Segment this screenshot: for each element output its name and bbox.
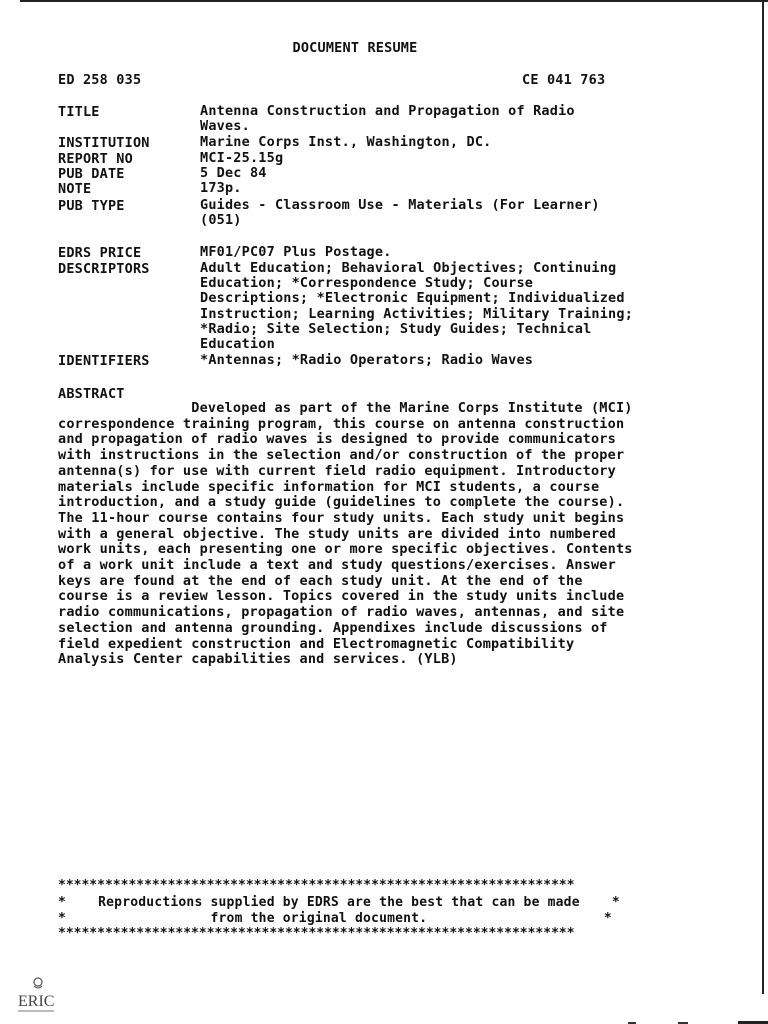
footer-notice-line-1: * Reproductions supplied by EDRS are the best that can be made * — [58, 895, 620, 910]
footer-notice-line-2: * from the original document. * — [58, 911, 612, 926]
document-title: DOCUMENT RESUME — [292, 40, 418, 56]
field-value-edrs-price: MF01/PC07 Plus Postage. — [200, 244, 392, 260]
eric-logo-text: ERIC — [18, 993, 55, 1010]
bottom-edge-marks — [628, 1020, 768, 1024]
field-label-report-no: REPORT NO — [58, 151, 133, 167]
field-label-edrs-price: EDRS PRICE — [58, 245, 142, 261]
field-label-identifiers: IDENTIFIERS — [58, 353, 150, 369]
abstract-text: Developed as part of the Marine Corps Institute (MCI) correspondence training program, this course on antenna construction and propagation of radio waves is designed to provide communicators with instructions in the selection and/or construction of the proper antenna(s) for use with current field radio equipment. Introductory materials include specific information for MCI students, a course introduction, and a study guide (guidelines to complete the course). The 11-hour course contains four study units. Each study unit begins with a general objective. The study units are divided into numbered work units, each presenting one or more specific objectives. Contents of a work unit include a text and study questions/exercises. Answer keys are found at the end of each study unit. At the end of the course is a review lesson. Topics covered in the study units include radio communications, propagation of radio waves, antennas, and site selection and antenna grounding. Appendixes include discussions of field expedient construction and Electromagnetic Compatibility Analysis Center capabilities and services. (YLB) — [58, 400, 633, 668]
field-label-institution: INSTITUTION — [58, 135, 150, 151]
field-label-descriptors: DESCRIPTORS — [58, 261, 150, 277]
field-label-pub-date: PUB DATE — [58, 166, 125, 182]
right-border-rule — [762, 0, 764, 994]
field-value-identifiers: *Antennas; *Radio Operators; Radio Waves — [200, 352, 534, 368]
field-value-institution: Marine Corps Inst., Washington, DC. — [200, 134, 492, 150]
ce-number: CE 041 763 — [522, 72, 606, 88]
field-value-report-no: MCI-25.15g — [200, 150, 284, 166]
field-label-title: TITLE — [58, 104, 100, 120]
footer-star-line-bottom: ****************************************************************** — [58, 926, 575, 941]
field-label-note: NOTE — [58, 181, 92, 197]
ed-number: ED 258 035 — [58, 72, 142, 88]
top-border-rule — [20, 0, 768, 2]
field-value-descriptors: Adult Education; Behavioral Objectives; Continuing Education; *Correspondence Study; Course Descriptions; *Electronic Equipment; Individualized Instruction; Learning Activities; Military Training; *Radio; Site Selection; Study Guides; Technical Education — [200, 260, 634, 353]
abstract-heading: ABSTRACT — [58, 386, 125, 402]
field-value-title: Antenna Construction and Propagation of Radio Waves. — [200, 103, 575, 135]
field-label-pub-type: PUB TYPE — [58, 198, 125, 214]
field-value-note: 173p. — [200, 180, 242, 196]
field-value-pub-type: Guides - Classroom Use - Materials (For Learner) (051) — [200, 197, 600, 229]
eric-logo-icon — [14, 976, 58, 1016]
field-value-pub-date: 5 Dec 84 — [200, 165, 267, 181]
footer-star-line-top: ****************************************************************** — [58, 878, 575, 893]
